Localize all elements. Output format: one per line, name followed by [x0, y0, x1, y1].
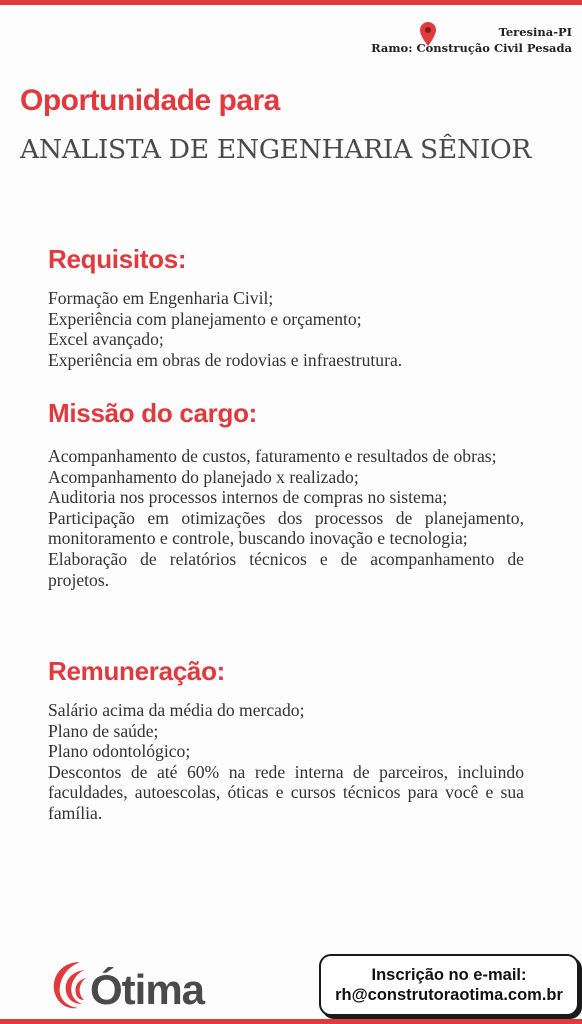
requisitos-item: Experiência com planejamento e orçamento;: [48, 308, 362, 329]
bottom-accent-bar: [0, 1019, 582, 1024]
logo-text: Ótima: [90, 966, 205, 1013]
remuneracao-heading: Remuneração:: [48, 656, 226, 686]
otima-logo: [50, 958, 230, 1014]
missao-list: [48, 446, 524, 590]
remuneracao-item: Plano de saúde;: [48, 720, 159, 741]
missao-item: Acompanhamento do planejado x realizado;: [48, 466, 359, 487]
requisitos-heading: Requisitos:: [48, 244, 187, 274]
location-city: Teresina-PI: [498, 25, 572, 39]
missao-item: Acompanhamento de custos, faturamento e resultados de obras;: [48, 446, 497, 466]
remuneracao-list: [48, 700, 524, 824]
requisitos-list: [48, 288, 524, 370]
top-accent-bar: [0, 0, 582, 5]
email-link[interactable]: rh@construtoraotima.com.br: [335, 986, 563, 1004]
job-title: ANALISTA DE ENGENHARIA SÊNIOR: [20, 134, 532, 165]
requisitos-item: Formação em Engenharia Civil;: [48, 288, 274, 308]
missao-item: Elaboração de relatórios técnicos e de acompanhamento de projetos.: [48, 548, 524, 590]
requisitos-item: Experiência em obras de rodovias e infraestrutura.: [48, 349, 403, 370]
location-sector: Ramo: Construção Civil Pesada: [371, 41, 572, 55]
requisitos-item: Excel avançado;: [48, 329, 164, 350]
missao-item: Participação em otimizações dos processos de planejamento, monitoramento e controle, buscando inovação e tecnologia;: [48, 507, 524, 549]
remuneracao-item: Descontos de até 60% na rede interna de parceiros, incluindo faculdades, autoescolas, óticas e cursos técnicos para você e sua família.: [48, 761, 524, 823]
location-block: [371, 24, 572, 56]
headline: Oportunidade para: [20, 84, 280, 117]
remuneracao-item: Plano odontológico;: [48, 741, 191, 762]
missao-item: Auditoria nos processos internos de compras no sistema;: [48, 487, 448, 508]
email-label: Inscrição no e-mail:: [371, 966, 527, 984]
remuneracao-item: Salário acima da média do mercado;: [48, 700, 305, 720]
missao-heading: Missão do cargo:: [48, 398, 258, 428]
email-box: [319, 954, 579, 1016]
